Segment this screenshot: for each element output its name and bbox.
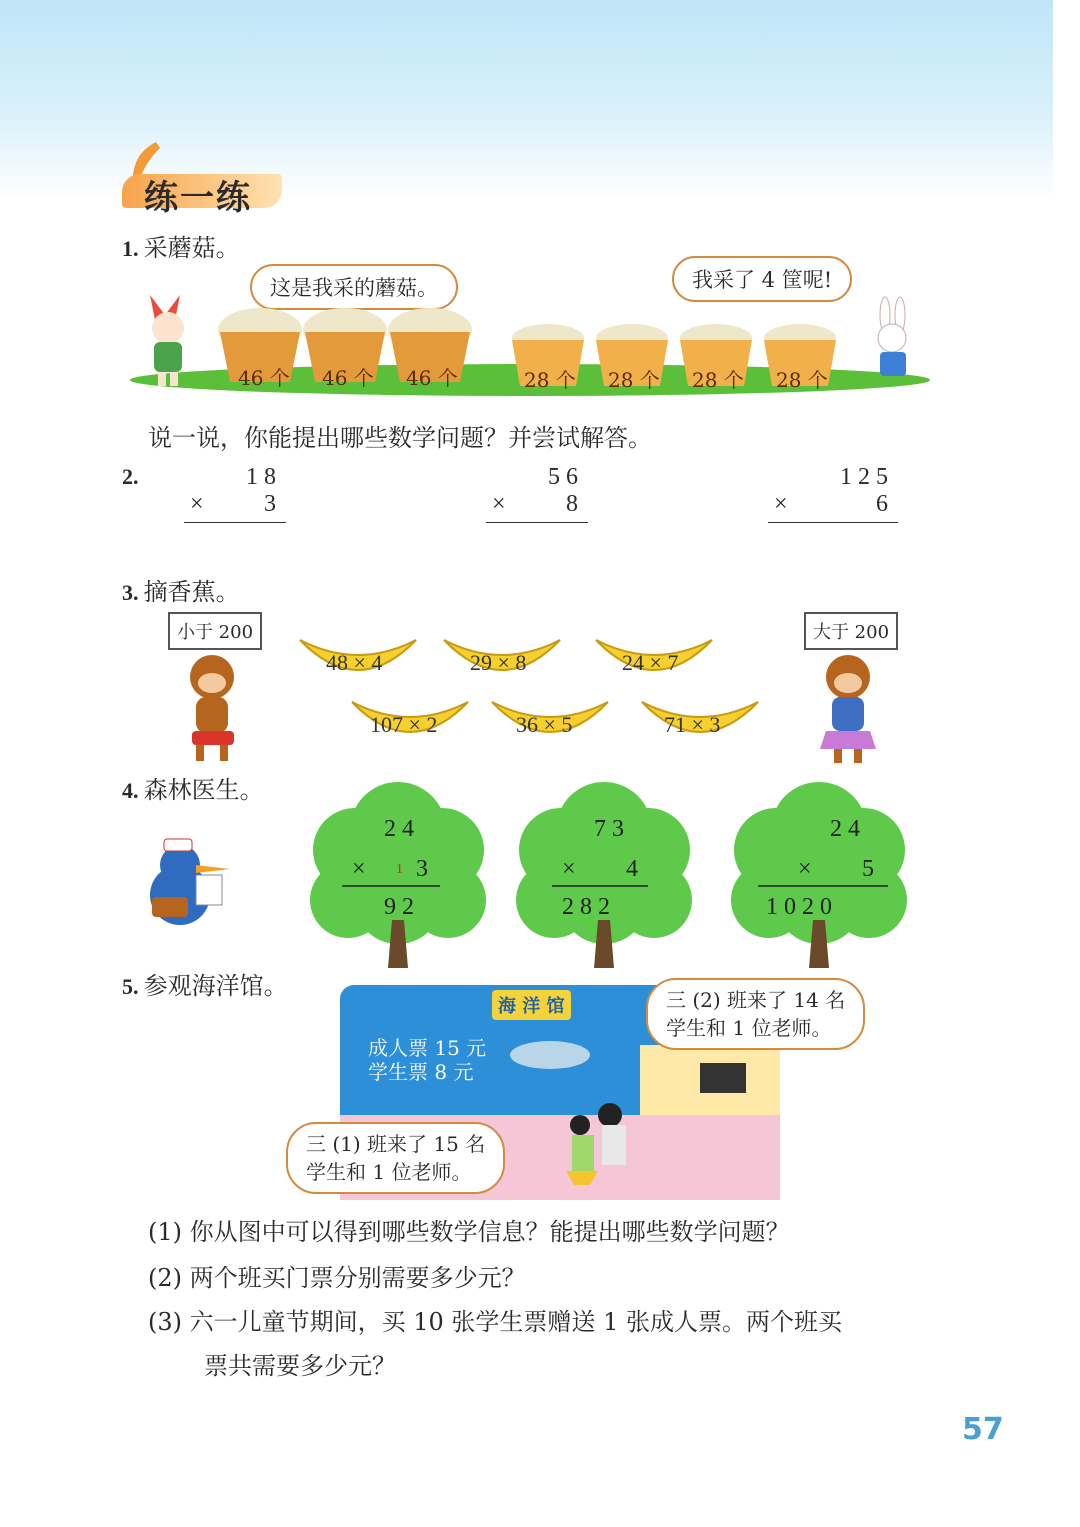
times-sign: × [562, 856, 576, 882]
subquestion-2 [148, 1258, 526, 1293]
q3-number: 3. [122, 580, 139, 605]
tree-multiplicand: 2 4 [384, 816, 414, 842]
q4-title: 森林医生。 [143, 776, 264, 804]
times-sign: × [798, 856, 812, 882]
basket-label: 28 个 [692, 368, 744, 392]
q5-number: 5. [122, 974, 139, 999]
q5-title: 参观海洋馆。 [143, 972, 288, 1000]
subquestion-text: 两个班买门票分别需要多少元？ [189, 1264, 526, 1292]
times-sign: × [774, 491, 788, 517]
tree-result: 2 8 2 [562, 894, 610, 920]
q1-number: 1. [122, 236, 139, 261]
price-student: 学生票 8 元 [368, 1060, 474, 1084]
q3-title: 摘香蕉。 [143, 578, 240, 606]
q5-header [122, 966, 288, 1001]
basket-label: 28 个 [608, 368, 660, 392]
bubble-line: 三 (2) 班来了 14 名 [666, 988, 846, 1012]
tree-multiplier: 4 [626, 856, 638, 882]
tree-multiplicand: 7 3 [594, 816, 624, 842]
tree-icon [731, 782, 907, 968]
q4-number: 4. [122, 778, 139, 803]
tree-multiplicand: 2 4 [830, 816, 860, 842]
subquestion-label: (3) [148, 1308, 182, 1336]
speech-bubble-left: 这是我采的蘑菇。 [250, 264, 458, 310]
subquestion-1 [148, 1212, 790, 1247]
carry-digit: 1 [396, 862, 403, 877]
subquestion-3-continuation: 票共需要多少元？ [204, 1352, 396, 1380]
subquestion-label: (2) [148, 1264, 182, 1292]
speech-bubble-right: 我采了 4 筐呢! [672, 256, 852, 302]
times-sign: × [190, 491, 204, 517]
q1-title: 采蘑菇。 [143, 234, 240, 262]
tree-multiplier: 3 [416, 856, 428, 882]
multiplicand: 5 6 [548, 464, 578, 490]
multiplicand: 1 2 5 [840, 464, 888, 490]
multiplier: 3 [264, 491, 276, 517]
bubble-line: 学生和 1 位老师。 [306, 1160, 472, 1184]
times-sign: × [352, 856, 366, 882]
bubble-line: 学生和 1 位老师。 [666, 1016, 832, 1040]
banana-label[interactable]: 24 × 7 [622, 650, 679, 675]
banana-label[interactable]: 107 × 2 [370, 712, 438, 737]
banana-label[interactable]: 48 × 4 [326, 650, 383, 675]
sign-greater-than: 大于 200 [804, 612, 898, 650]
banana-label[interactable]: 29 × 8 [470, 650, 527, 675]
basket-label: 46 个 [406, 366, 458, 390]
q2-number: 2. [122, 464, 139, 489]
bubble-line: 三 (1) 班来了 15 名 [306, 1132, 486, 1156]
section-title: 练一练 [144, 178, 252, 218]
aquarium-sign: 海 洋 馆 [492, 990, 571, 1020]
multiplier: 8 [566, 491, 578, 517]
subquestion-label: (1) [148, 1218, 182, 1246]
banana-label[interactable]: 36 × 5 [516, 712, 573, 737]
basket-label: 28 个 [776, 368, 828, 392]
subquestion-text: 你从图中可以得到哪些数学信息？能提出哪些数学问题？ [189, 1218, 790, 1246]
sign-less-than: 小于 200 [168, 612, 262, 650]
q1-prompt: 说一说，你能提出哪些数学问题？并尝试解答。 [148, 424, 652, 452]
multiplier: 6 [876, 491, 888, 517]
speech-bubble-class2 [646, 978, 865, 1050]
tree-result: 1 0 2 0 [766, 894, 832, 920]
subquestion-3 [148, 1302, 842, 1337]
basket-label: 28 个 [524, 368, 576, 392]
basket-label: 46 个 [238, 366, 290, 390]
speech-bubble-class1 [286, 1122, 505, 1194]
times-sign: × [492, 491, 506, 517]
page-number: 57 [962, 1412, 1004, 1447]
subquestion-text: 六一儿童节期间，买 10 张学生票赠送 1 张成人票。两个班买 [189, 1308, 842, 1336]
multiplicand: 1 8 [246, 464, 276, 490]
price-adult: 成人票 15 元 [368, 1036, 487, 1060]
tree-result: 9 2 [384, 894, 414, 920]
tree-multiplier: 5 [862, 856, 874, 882]
banana-label[interactable]: 71 × 3 [664, 712, 721, 737]
basket-label: 46 个 [322, 366, 374, 390]
tree-icon [516, 782, 692, 968]
